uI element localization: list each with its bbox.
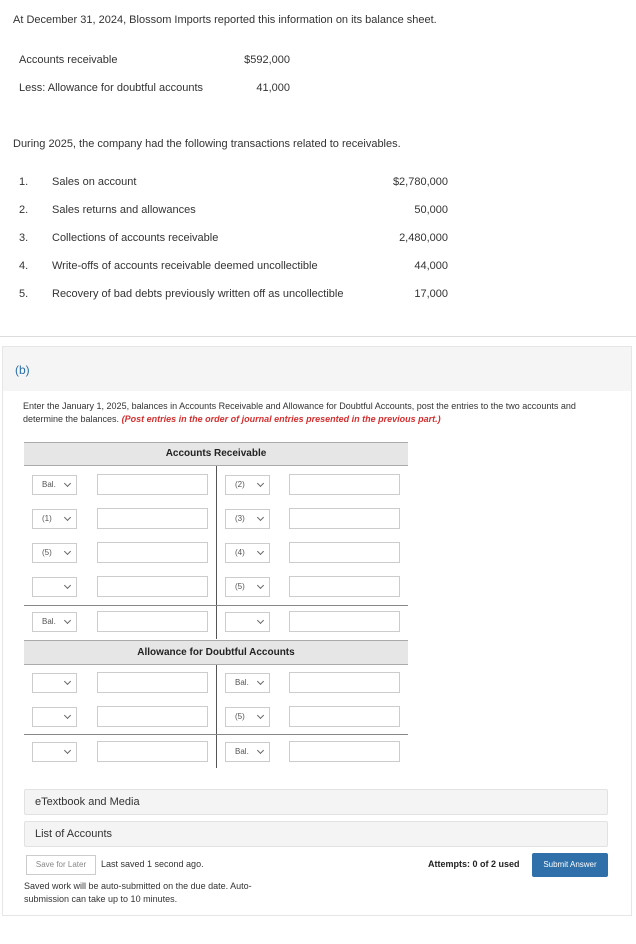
ar-debit-amount-input[interactable] [97, 542, 208, 563]
chevron-down-icon [257, 514, 264, 521]
ar-debit-balance-input[interactable] [97, 611, 208, 632]
balance-label: Less: Allowance for doubtful accounts [19, 82, 204, 94]
ar-debit-ref-select[interactable]: (5) [32, 543, 77, 563]
chevron-down-icon [257, 480, 264, 487]
allowance-credit-balance-input[interactable] [289, 741, 400, 762]
chevron-down-icon [257, 712, 264, 719]
ar-debit-ref-select[interactable]: (1) [32, 509, 77, 529]
chevron-down-icon [64, 747, 71, 754]
allowance-debit-amount-input[interactable] [97, 706, 208, 727]
ar-t-account-divider [216, 466, 217, 639]
chevron-down-icon [64, 712, 71, 719]
allowance-credit-ref-select[interactable]: Bal. [225, 673, 270, 693]
transaction-number: 5. [19, 288, 29, 300]
transaction-description: Sales on account [52, 176, 137, 188]
chevron-down-icon [64, 514, 71, 521]
etextbook-media-link[interactable]: eTextbook and Media [24, 789, 608, 815]
save-for-later-button[interactable]: Save for Later [26, 855, 96, 875]
chevron-down-icon [257, 582, 264, 589]
chevron-down-icon [257, 678, 264, 685]
ar-balance-rule [24, 605, 408, 606]
ar-credit-amount-input[interactable] [289, 542, 400, 563]
ar-debit-balance-select[interactable]: Bal. [32, 612, 77, 632]
allowance-debit-amount-input[interactable] [97, 672, 208, 693]
intro-text: At December 31, 2024, Blossom Imports reported this information on its balance sheet. [13, 14, 437, 26]
chevron-down-icon [64, 582, 71, 589]
transaction-amount: $2,780,000 [392, 176, 448, 188]
ar-credit-ref-select[interactable]: (2) [225, 475, 270, 495]
transaction-number: 3. [19, 232, 29, 244]
transaction-number: 1. [19, 176, 29, 188]
part-b-header [3, 347, 631, 391]
transaction-amount: 50,000 [414, 204, 448, 216]
allowance-credit-amount-input[interactable] [289, 706, 400, 727]
allowance-debit-ref-select[interactable] [32, 673, 77, 693]
ar-credit-amount-input[interactable] [289, 576, 400, 597]
transaction-description: Write-offs of accounts receivable deemed uncollectible [52, 260, 318, 272]
ar-debit-ref-select[interactable]: Bal. [32, 475, 77, 495]
ar-credit-amount-input[interactable] [289, 474, 400, 495]
ar-credit-balance-select[interactable] [225, 612, 270, 632]
ar-credit-ref-select[interactable]: (5) [225, 577, 270, 597]
auto-submit-notice: Saved work will be auto-submitted on the due date. Auto-submission can take up to 10 minutes. [24, 881, 252, 904]
problem-statement [0, 0, 636, 337]
ar-debit-amount-input[interactable] [97, 474, 208, 495]
instructions [23, 400, 613, 426]
allowance-t-account-title: Allowance for Doubtful Accounts [24, 640, 408, 665]
allowance-debit-ref-select[interactable] [32, 707, 77, 727]
transaction-amount: 17,000 [414, 288, 448, 300]
last-saved-status: Last saved 1 second ago. [101, 859, 204, 869]
ar-credit-amount-input[interactable] [289, 508, 400, 529]
allowance-credit-ref-select[interactable]: (5) [225, 707, 270, 727]
allowance-balance-rule [24, 734, 408, 735]
ar-t-account-title: Accounts Receivable [24, 442, 408, 466]
ar-debit-amount-input[interactable] [97, 576, 208, 597]
allowance-t-account-divider [216, 665, 217, 768]
chevron-down-icon [64, 678, 71, 685]
allowance-debit-balance-input[interactable] [97, 741, 208, 762]
chevron-down-icon [64, 548, 71, 555]
chevron-down-icon [64, 480, 71, 487]
transaction-amount: 2,480,000 [399, 232, 448, 244]
ar-debit-ref-select[interactable] [32, 577, 77, 597]
ar-debit-amount-input[interactable] [97, 508, 208, 529]
allowance-credit-balance-select[interactable]: Bal. [225, 742, 270, 762]
transaction-amount: 44,000 [414, 260, 448, 272]
instructions-text: Enter the January 1, 2025, balances in Accounts Receivable and Allowance for Doubtful Accounts, post the entries to the two accounts and determine the balances. [23, 401, 576, 424]
chevron-down-icon [64, 617, 71, 624]
submit-answer-button[interactable]: Submit Answer [532, 853, 608, 877]
ar-credit-ref-select[interactable]: (3) [225, 509, 270, 529]
transaction-number: 4. [19, 260, 29, 272]
transactions-intro: During 2025, the company had the following transactions related to receivables. [13, 138, 401, 150]
ar-credit-balance-input[interactable] [289, 611, 400, 632]
balance-label: Accounts receivable [19, 54, 118, 66]
balance-amount: $592,000 [244, 54, 290, 66]
transaction-description: Collections of accounts receivable [52, 232, 219, 244]
transaction-description: Sales returns and allowances [52, 204, 196, 216]
allowance-debit-balance-select[interactable] [32, 742, 77, 762]
chevron-down-icon [257, 548, 264, 555]
allowance-credit-amount-input[interactable] [289, 672, 400, 693]
instructions-note: (Post entries in the order of journal entries presented in the previous part.) [121, 414, 441, 424]
attempts-counter: Attempts: 0 of 2 used [428, 859, 520, 869]
ar-credit-ref-select[interactable]: (4) [225, 543, 270, 563]
part-label: (b) [15, 363, 30, 377]
transaction-description: Recovery of bad debts previously written off as uncollectible [52, 288, 344, 300]
chevron-down-icon [257, 747, 264, 754]
transaction-number: 2. [19, 204, 29, 216]
list-of-accounts-link[interactable]: List of Accounts [24, 821, 608, 847]
balance-amount: 41,000 [256, 82, 290, 94]
chevron-down-icon [257, 617, 264, 624]
